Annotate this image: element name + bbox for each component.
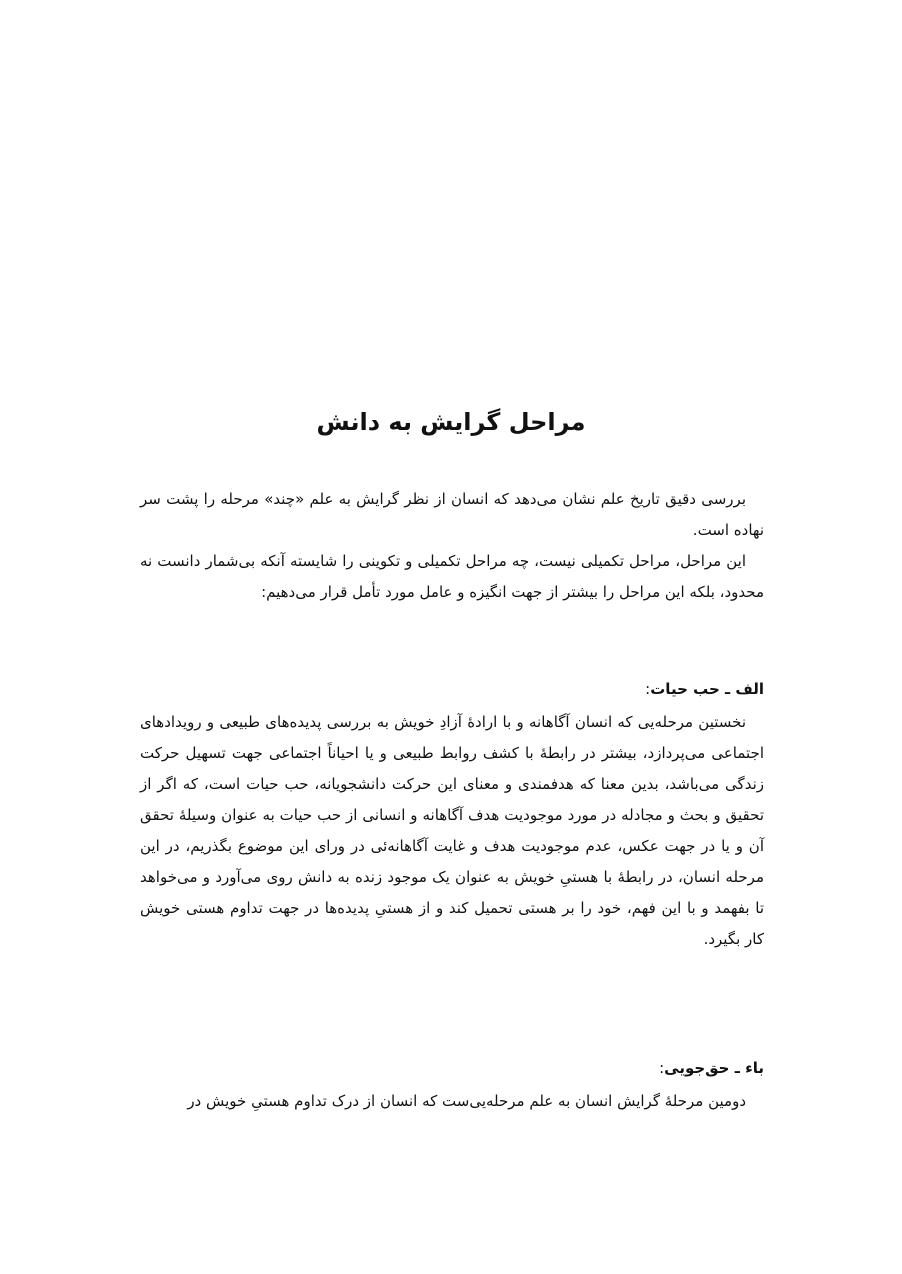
section-2-body: [140, 1086, 764, 1117]
intro-block: [140, 484, 764, 608]
intro-paragraph-1: بررسی دقیق تاریخ علم نشان می‌دهد که انسان از نظر گرایش به علم «چند» مرحله را پشت سر نهاده است.: [140, 490, 764, 539]
section-2-paragraph: دومین مرحلهٔ گرایش انسان به علم مرحله‌یی‌ست که انسان از درک تداوم هستیِ خویش در: [187, 1092, 746, 1110]
intro-paragraph-2: این مراحل، مراحل تکمیلی نیست، چه مراحل تکمیلی و تکوینی را شایسته آنکه بی‌شمار دانست نه محدود، بلکه این مراحل را بیشتر از جهت انگیزه و عامل مورد تأمل قرار می‌دهیم:: [140, 552, 764, 601]
heading-colon: :: [645, 680, 651, 698]
section-heading-hubb-hayat: [645, 674, 764, 704]
section-heading-haqjuyi: [659, 1053, 764, 1083]
section-heading-text: الف ـ حب حیات: [650, 680, 764, 698]
section-1-paragraph: نخستین مرحله‌یی که انسان آگاهانه و با ارادهٔ آزادِ خویش به بررسی پدیده‌های طبیعی و رویدادهای اجتماعی می‌پردازد، بیشتر در رابطهٔ با کشف روابط طبیعی و یا احیاناً اجتماعی جهت تسهیل حرکت زندگی می‌باشد، بدین معنا که هدفمندی و معنای این حرکت دانشجویانه، حب حیات است، که اگر از تحقیق و بحث و مجادله در مورد موجودیت هدف آگاهانه و انسانی از حب حیات به عنوان وسیلهٔ تحقق آن و یا در جهت عکس، عدم موجودیت هدف و غایت آگاهانه‌ئی در ورای این موضوع بگذریم، در این مرحله انسان، در رابطهٔ با هستیِ خویش به عنوان یک موجود زنده به دانش روی می‌آورد و می‌خواهد تا بفهمد و با این فهم، خود را بر هستی تحمیل کند و از هستیِ پدیده‌ها در جهت تداوم هستی خویش کار بگیرد.: [140, 713, 764, 948]
section-heading-text: باء ـ حق‌جویی: [664, 1059, 764, 1077]
chapter-title: مراحل گرایش به دانش: [316, 408, 586, 436]
section-1-body: [140, 707, 764, 955]
heading-colon: :: [659, 1059, 665, 1077]
